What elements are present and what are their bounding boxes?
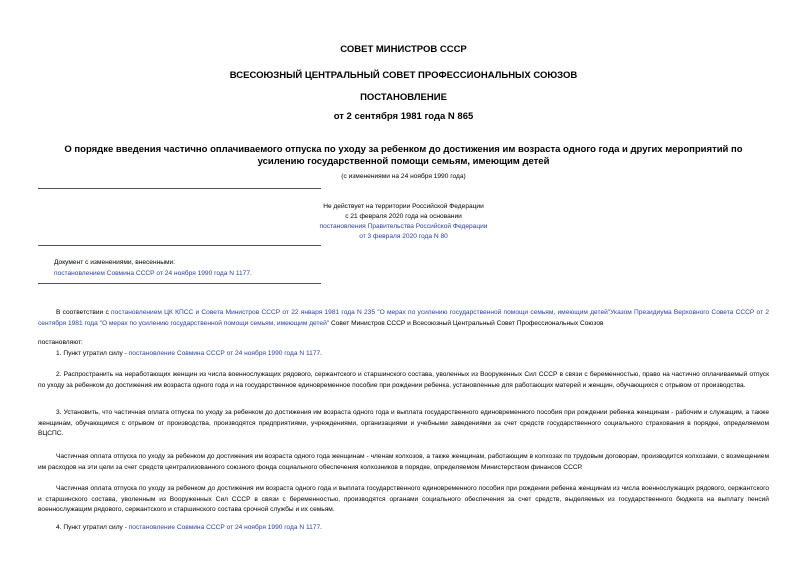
issuer-trade-unions-council: ВСЕСОЮЗНЫЙ ЦЕНТРАЛЬНЫЙ СОВЕТ ПРОФЕССИОНАЛЬНЫХ СОЮЗОВ — [229, 70, 578, 81]
document-date-number: от 2 сентября 1981 года N 865 — [333, 111, 474, 122]
changes-block — [54, 258, 334, 279]
preamble-text-end: Совет Министров СССР и Всесоюзный Центральный Совет Профессиональных Союзов — [329, 319, 604, 327]
item-2: 2. Распространить на неработающих женщин из числа военнослужащих рядового, сержантского и старшинского состава, уволенных из Вооруженных Сил СССР в связи с беременностью, право на частично оплачиваемый отпуск по уходу за ребенком до достижения им возраста одного года и на государственное единовременное пособие при рождении ребенка, установленные для работающих матерей и женщин, обучающихся с отрывом от производства. — [38, 371, 769, 389]
status-line-1: Не действует на территории Российской Федерации — [323, 203, 484, 210]
item-4-text: 4. Пункт утратил силу - — [56, 524, 129, 531]
status-link-government-decree[interactable]: постановления Правительства Российской Федерации — [319, 223, 488, 230]
divider — [38, 188, 321, 189]
item-4 — [38, 523, 769, 534]
preamble-link-joint-decree[interactable]: постановлением ЦК КПСС и Совета Министров СССР от 22 января 1981 года N 235 "О мерах по усилению государственной помощи семьям, имеющим детей" — [111, 309, 611, 316]
item-1-period: . — [320, 350, 323, 357]
item-4-period: . — [320, 524, 323, 531]
item-3-paragraph-3: Частичная оплата отпуска по уходу за ребенком до достижения им возраста одного года и выплата государственного единовременного пособия при рождении ребенка женщинам из числа военнослужащих рядового, сержантского и старшинского состава, уволенным из Вооруженных Сил СССР в связи с беременностью, производятся органами социального обеспечения за счет средств, выделяемых из государственного бюджета на выплату пенсий военнослужащим рядового, сержантского и старшинского состава срочной службы и их семьям. — [38, 485, 769, 513]
item-3: 3. Установить, что частичная оплата отпуска по уходу за ребенком до достижения им возраста одного года и выплата государственного единовременного пособия при рождении ребенка женщинам - рабочим и служащим, а также женщинам, обучающимся с отрывом от производства, производятся предприятиями, учреждениями, организациями и учебными заведениями за счет средств государственного социального страхования в порядке, определяемом ВЦСПС. — [38, 409, 769, 437]
document-type: ПОСТАНОВЛЕНИЕ — [360, 92, 447, 103]
status-block — [226, 202, 581, 242]
item-1-link[interactable]: постановление Совмина СССР от 24 ноября 1990 года N 1177 — [128, 350, 321, 357]
divider — [38, 283, 321, 284]
decree-word: постановляют: — [38, 339, 83, 346]
issuer-council-of-ministers: СОВЕТ МИНИСТРОВ СССР — [340, 44, 467, 55]
item-4-link[interactable]: постановление Совмина СССР от 24 ноября 1990 года N 1177 — [128, 524, 321, 531]
item-3-paragraph-2: Частичная оплата отпуска по уходу за ребенком до достижения им возраста одного года женщинам - членам колхозов, а также женщинам, работающим в колхозах по трудовым договорам, производится колхозами, с возмещением им расходов на эти цели за счет средств централизованного союзного фонда социального обеспечения колхозников в порядке, определяемом Министерством финансов СССР. — [38, 453, 769, 471]
amendments-note: (с изменениями на 24 ноября 1990 года) — [341, 173, 466, 180]
changes-link[interactable]: постановлением Совмина СССР от 24 ноября 1990 года N 1177. — [54, 269, 252, 277]
status-link-decree-date[interactable]: от 3 февраля 2020 года N 80 — [359, 233, 448, 240]
document-title: О порядке введения частично оплачиваемого отпуска по уходу за ребенком до достижения им возраста одного года и других мероприятий по усилению государственной помощи семьям, имеющим детей — [64, 144, 743, 167]
item-1-text: 1. Пункт утратил силу - — [56, 350, 129, 357]
divider — [38, 245, 321, 246]
preamble-link-presidium-decree[interactable]: Указом Президиума Верховного Совета СССР от 2 сентября 1981 года "О мерах по усилению государственной помощи семьям, имеющим детей" — [38, 309, 769, 327]
status-line-2: с 21 февраля 2020 года на основании — [345, 213, 462, 220]
preamble-paragraph — [38, 308, 769, 329]
item-1 — [38, 349, 769, 360]
changes-label: Документ с изменениями, внесенными: — [54, 259, 176, 266]
preamble-text: В соответствии с — [56, 309, 112, 316]
